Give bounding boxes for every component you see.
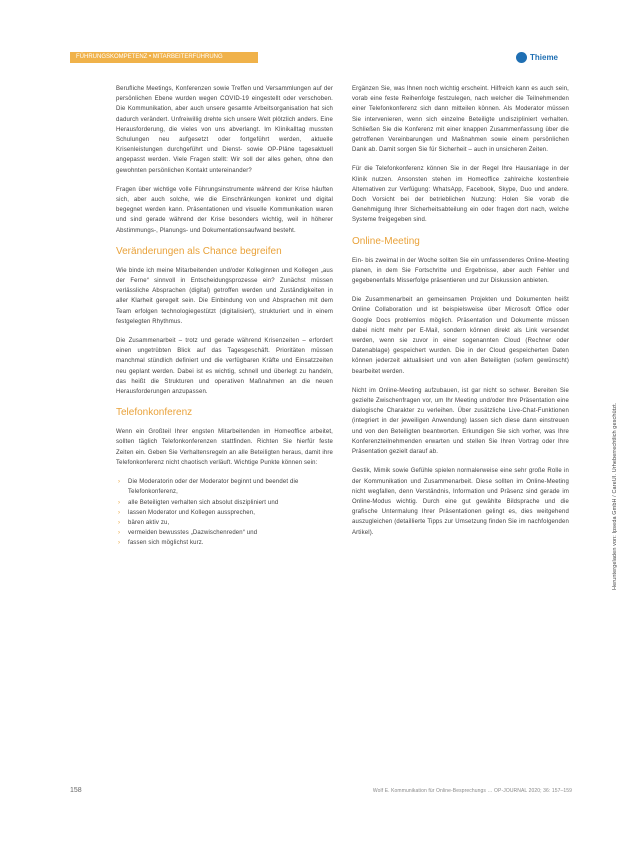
publisher-logo xyxy=(516,51,570,64)
list-item: › bären aktiv zu, xyxy=(116,518,333,528)
section-heading: Online-Meeting xyxy=(352,235,420,247)
paragraph: Wenn ein Großteil Ihrer engsten Mitarbeitenden im Homeoffice arbeitet, sollten täglich Telefonkonferenzen stattfinden. Richten Sie hierfür feste Zeiten ein. Geben Sie Verhaltensregeln an alle Beteiligten heraus, damit ihre Telefonkonferenz nicht chaotisch verläuft. Wichtige Punkte können sein: xyxy=(116,429,333,466)
paragraph: Ergänzen Sie, was Ihnen noch wichtig erscheint. Hilfreich kann es auch sein, vorab eine feste Reihenfolge festzulegen, nach welcher die Teilnehmenden einer Telefonkonferenz sich dann mitteilen können. Als Moderator müssen Sie intervenieren, wenn sich einzelne Beteiligte undiszipliniert verhalten. Schließen Sie die Konferenz mit einer knappen Zusammenfassung über die getroffenen Vereinbarungen und Maßnahmen sowie einem persönlichen Dank ab. Damit sorgen Sie für Sicherheit – auch in unsicheren Zeiten. xyxy=(352,86,569,154)
section-label: FÜHRUNGSKOMPETENZ • MITARBEITERFÜHRUNG xyxy=(70,52,258,63)
paragraph: Fragen über wichtige volle Führungsinstrumente während der Krise häuften sich, aber auch solche, wie die Einschränkungen konkret und digital begegnet werden kann. Präsentationen und visuelle Kommunikation waren und sind gerade während der Krise besonders wichtig, weil in höherer Abstimmungs-, Planungs- und Dokumentationsaufwand besteht. xyxy=(116,186,333,234)
left-column xyxy=(116,84,333,558)
paragraph: Ein- bis zweimal in der Woche sollten Sie ein umfassenderes Online-Meeting planen, in dem Sie Fortschritte und Ergebnisse, aber auch Fehler und gegebenenfalls Misserfolge präsentieren und zur Diskussion anbieten. xyxy=(352,257,569,285)
paragraph: Berufliche Meetings, Konferenzen sowie Treffen und Versammlungen auf der persönlichen Ebene wurden wegen COVID-19 eingestellt oder verschoben. Die Kommunikation, aber auch unsere gesamte Arbeitsorganisation hat sich dadurch verändert. Unfreiwillig drehte sich unsere Welt plötzlich anders. Eine Herausforderung, die vieles von uns abverlangt. Im Klinikalltag mussten Schulungen neu aufgesetzt oder fortgeführt werden, aktuelle Krisenleistungen durchgeführt und Dienst- sowie OP-Pläne tagesaktuell angepasst werden. Viele Fragen stellt: Wir soll der alles gehen, ohne den gewohnten persönlichen Kontakt untereinander? xyxy=(116,86,333,174)
paragraph: Die Zusammenarbeit an gemeinsamen Projekten und Dokumenten heißt Online Collaboration und ist beispielsweise über Microsoft Office oder Google Docs problemlos möglich. Präsentation und Dokumente müssen dabei nicht mehr per E-Mail, sondern können direkt als Link versendet werden, wenn sie zuvor in einer sogenannten Cloud (Rechner oder Datenablage) gespeichert wurden. Die in der Cloud gespeicherten Daten können jederzeit aktualisiert und von allen Beteiligten (sofern gewünscht) bearbeitet werden. xyxy=(352,297,569,375)
citation-footer: Wolf E. Kommunikation für Online-Besprechungs … OP-JOURNAL 2020; 36: 157–159 xyxy=(372,788,572,794)
paragraph: Gestik, Mimik sowie Gefühle spielen normalerweise eine sehr große Rolle in der Kommunikation und Zusammenarbeit. Diese sollten im Online-Meeting nicht wegfallen, denn Verständnis, Information und Präsenz sind gerade im Online-Modus wichtig. Durch eine gut gewählte Bildsprache und die grafische Untermalung Ihrer Präsentationen gelingt es, dies weitgehend auszugleichen (detaillierte Tipps zur Umsetzung finden Sie im nachfolgenden Artikel). xyxy=(352,468,569,536)
paragraph: Nicht im Online-Meeting aufzubauen, ist gar nicht so schwer. Bereiten Sie gezielte Zwischenfragen vor, um Ihr Meeting und/oder Ihre Präsentation eine dialogische Charakter zu verleihen. Über zusätzliche Live-Chat-Funktionen (integriert in der jeweiligen Anwendung) lassen sich diese dann einstreuen und von den Beteiligten beantworten. Erkundigen Sie sich vorher, was Ihre Konferenzteilnehmenden erwarten und stellen Sie Ihren Vortrag oder Ihre Präsentation gezielt darauf ab. xyxy=(352,387,569,456)
list-item: › fassen sich möglichst kurz. xyxy=(116,538,333,548)
paragraph: Die Zusammenarbeit – trotz und gerade während Krisenzeiten – erfordert einen ungetrübten Blick auf das Tagesgeschäft. Prioritäten müssen manchmal stündlich definiert und die verfügbaren Kräfte und Einsatzzeiten neu geplant werden. Dabei ist es wichtig, schnell und überlegt zu handeln, das heißt die Strukturen und operativen Maßnahmen an die neuen Herausforderungen anzupassen. xyxy=(116,338,333,396)
list-item: › alle Beteiligten verhalten sich absolut diszipliniert und xyxy=(116,498,333,508)
bullet-list xyxy=(116,477,333,548)
list-item: › vermeiden bewusstes „Dazwischenreden“ und xyxy=(116,528,333,538)
list-item: › Die Moderatorin oder der Moderator beginnt und beendet die Telefonkonferenz, xyxy=(116,477,333,497)
paragraph: Für die Telefonkonferenz können Sie in der Regel Ihre Hausanlage in der Klinik nutzen. Ansonsten stehen im Homeoffice zahlreiche kostenfreie Alternativen zur Verfügung: WhatsApp, Facebook, Skype, Duo und andere. Doch Vorsicht bei der betrieblichen Nutzung: Holen Sie vorab die Genehmigung Ihrer Sicherheitsabteilung ein oder fragen dort nach, welche Systeme freigegeben sind. xyxy=(352,166,569,224)
right-column xyxy=(352,84,569,547)
section-heading: Telefonkonferenz xyxy=(116,407,193,419)
list-item: › lassen Moderator und Kollegen aussprechen, xyxy=(116,508,333,518)
logo-text: Thieme xyxy=(530,53,559,62)
logo-icon xyxy=(516,52,527,63)
section-heading: Veränderungen als Chance begreifen xyxy=(116,245,282,257)
page-number: 158 xyxy=(70,787,82,794)
paragraph: Wie binde ich meine Mitarbeitenden und/oder Kolleginnen und Kollegen „aus der Ferne“ sinnvoll in Entscheidungsprozesse ein? Zunächst müssen verlässliche Absprachen (digital) getroffen werden und Zuständigkeiten in aller Klarheit geregelt sein. Die Einbindung von und Absprachen mit dem Team erfolgen technologiegestützt (digitalisiert), strukturiert und in einem festgelegten Rhythmus. xyxy=(116,267,333,325)
download-notice: Heruntergeladen von: Ipseda GmbH / CareUI. Urheberrechtlich geschützt. xyxy=(612,402,618,590)
